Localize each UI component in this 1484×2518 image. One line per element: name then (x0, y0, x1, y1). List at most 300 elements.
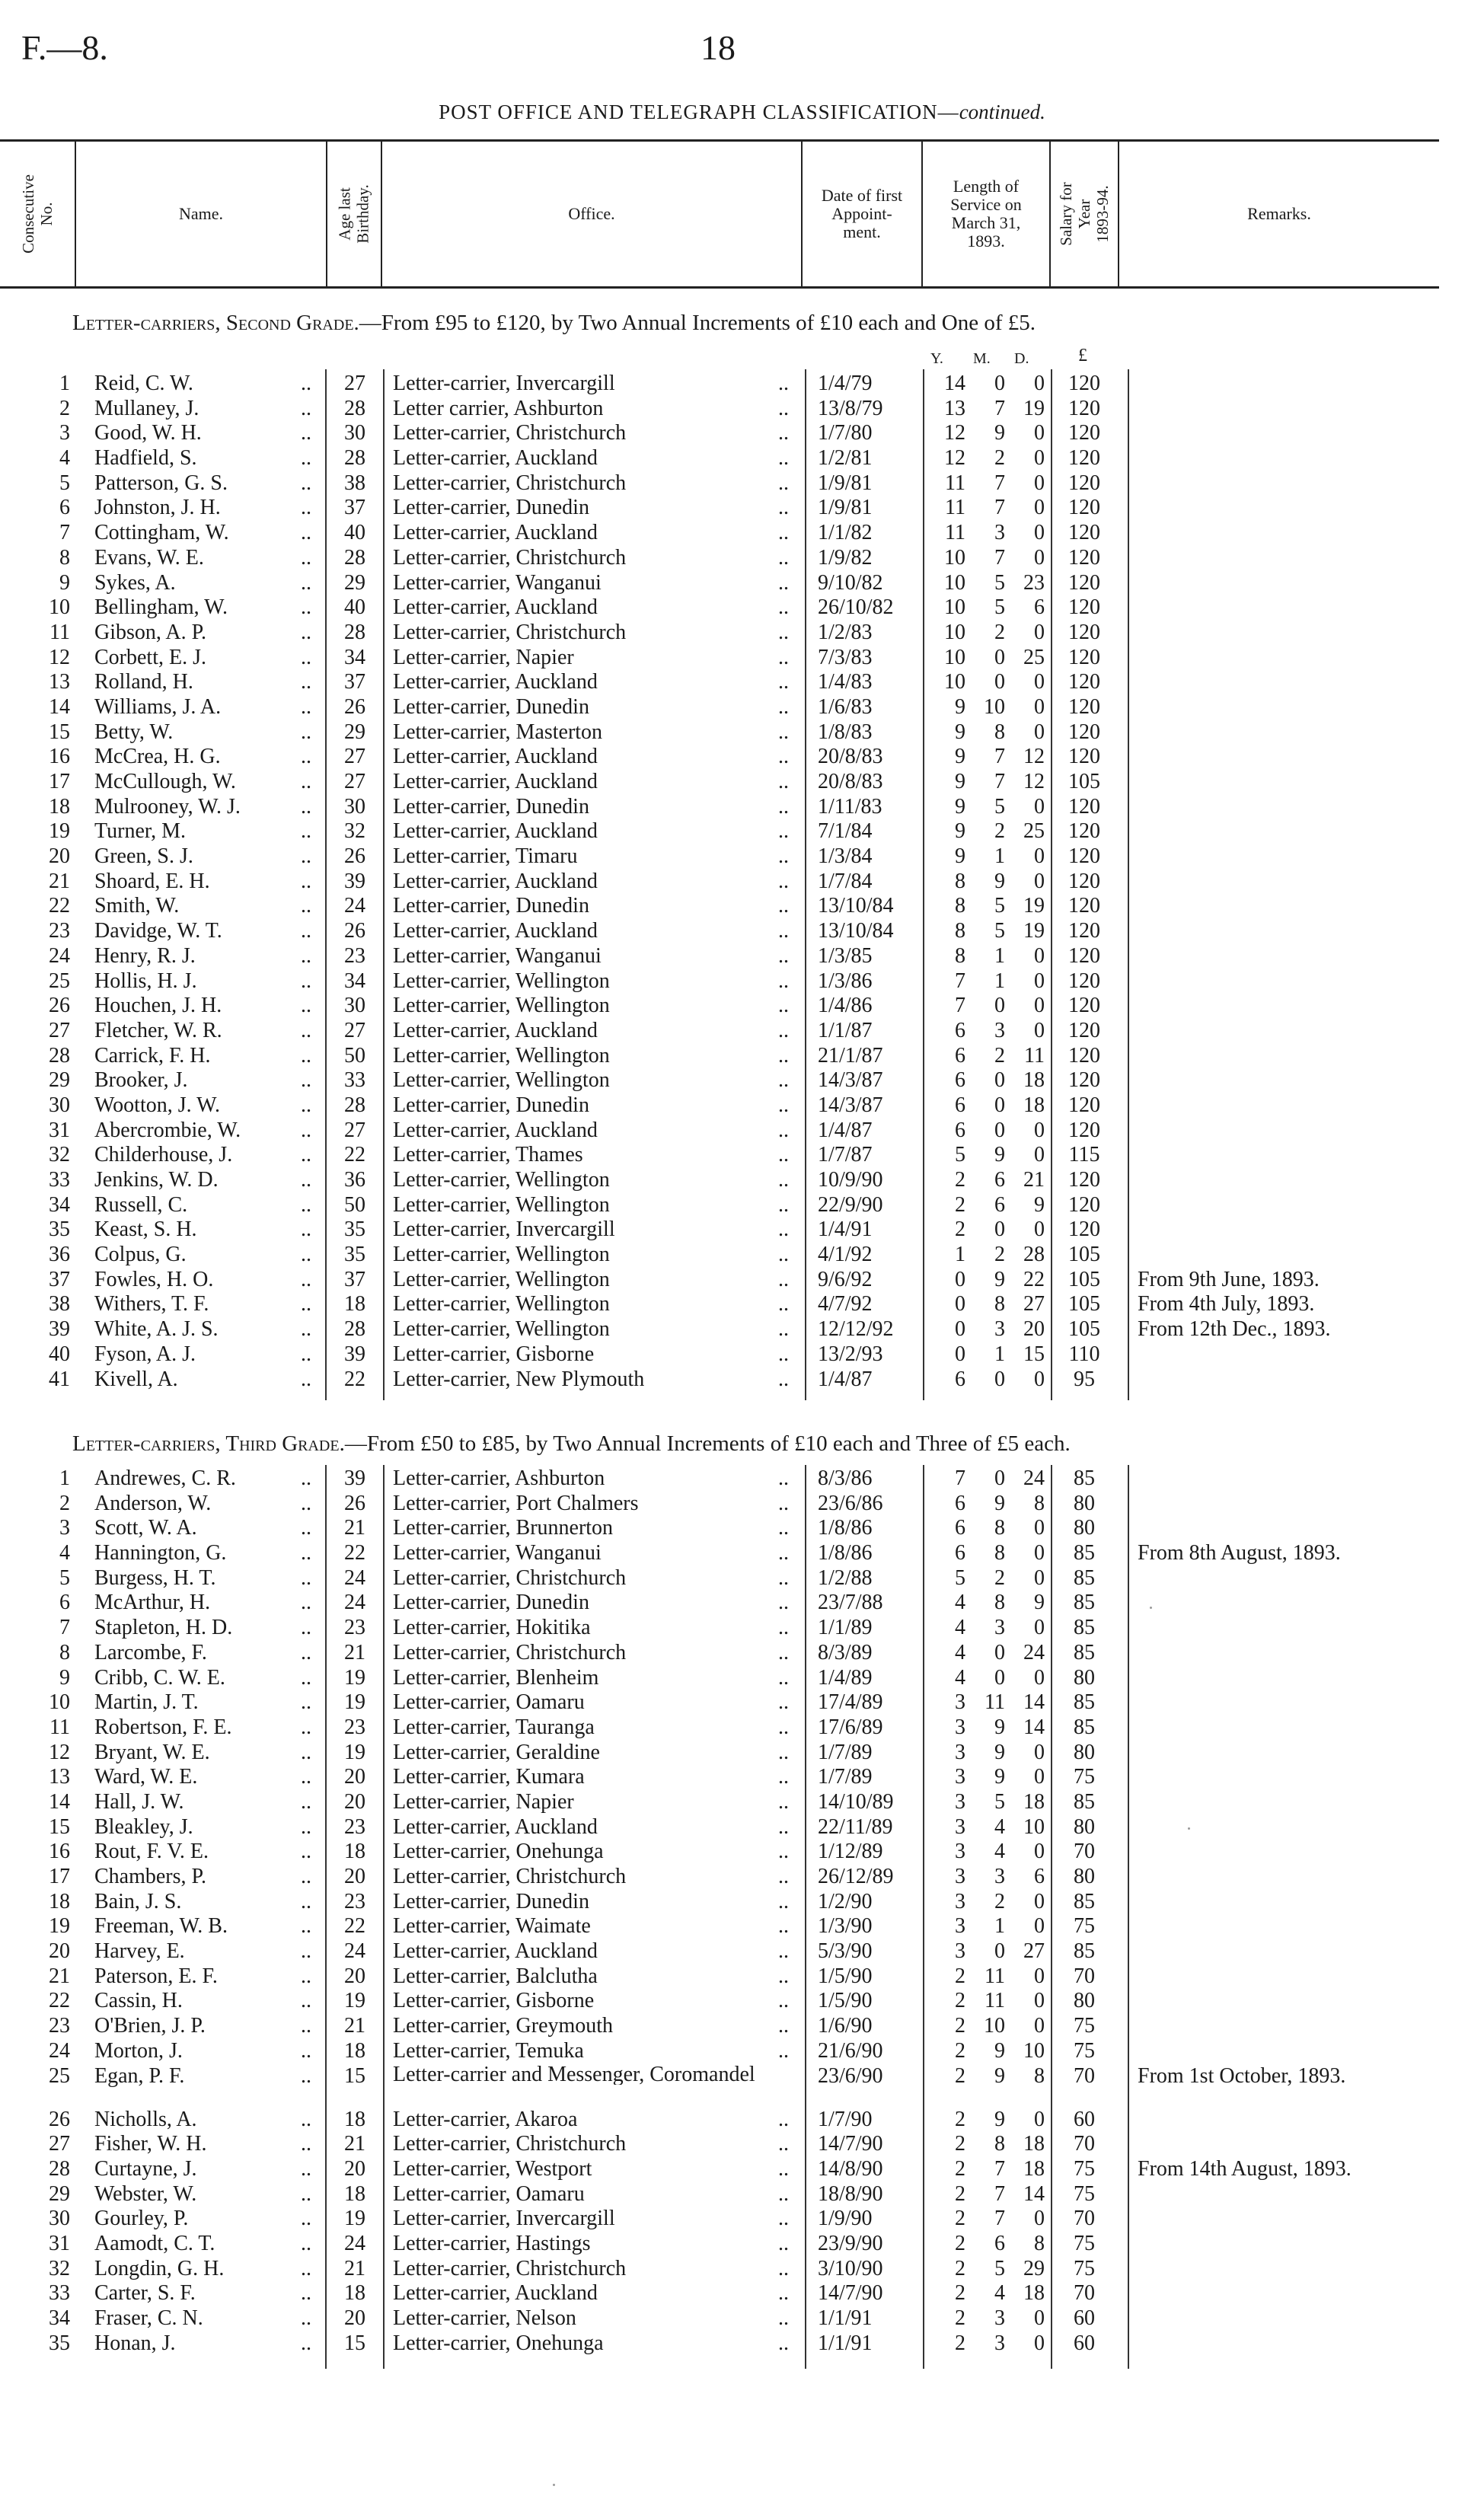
service-months-cell: 7 (994, 396, 1005, 420)
leader-dots: .. (778, 1964, 789, 1988)
leader-dots: .. (301, 2156, 311, 2181)
row-number: 3 (59, 1516, 70, 1540)
section-title-caps: Letter-carriers, Third Grade. (72, 1431, 345, 1456)
age-cell: 19 (344, 1665, 365, 1690)
leader-dots: .. (778, 1840, 789, 1864)
age-cell: 24 (344, 1939, 365, 1964)
service-months-cell: 9 (994, 1715, 1005, 1739)
salary-cell: 120 (1068, 421, 1100, 445)
service-months-cell: 2 (994, 1565, 1005, 1590)
service-days-cell: 18 (1023, 1789, 1045, 1814)
age-cell: 28 (344, 620, 365, 644)
appointment-date-cell: 1/2/90 (818, 1889, 873, 1913)
table-row (0, 894, 1484, 919)
service-days-cell: 28 (1023, 1243, 1045, 1267)
appointment-date-cell: 14/3/87 (818, 1093, 883, 1117)
row-number: 23 (49, 2014, 70, 2038)
service-days-cell: 0 (1034, 969, 1045, 993)
appointment-date-cell: 4/7/92 (818, 1292, 873, 1316)
row-number: 26 (49, 2107, 70, 2131)
leader-dots: .. (778, 1715, 789, 1739)
leader-dots: .. (778, 1267, 789, 1291)
service-days-cell: 10 (1023, 1814, 1045, 1839)
service-years-cell: 4 (955, 1665, 965, 1690)
office-cell: Letter-carrier, Dunedin .. (393, 496, 789, 520)
service-years-cell: 2 (955, 2038, 965, 2063)
service-months-cell: 3 (994, 1616, 1005, 1640)
service-days-cell: 25 (1023, 645, 1045, 669)
service-months-cell: 2 (994, 1889, 1005, 1913)
age-cell: 18 (344, 2107, 365, 2131)
appointment-date-cell: 14/7/90 (818, 2281, 883, 2306)
leader-dots: .. (778, 421, 789, 445)
remarks-cell: From 14th August, 1893. (1138, 2156, 1352, 2181)
name-cell: Brooker, J. .. (94, 1068, 311, 1093)
row-number: 8 (59, 1640, 70, 1664)
service-months-cell: 1 (994, 969, 1005, 993)
service-years-cell: 9 (955, 770, 965, 793)
service-years-cell: 4 (955, 1591, 965, 1615)
service-years-cell: 9 (955, 844, 965, 869)
appointment-date-cell: 1/9/81 (818, 471, 873, 495)
service-years-cell: 6 (955, 1541, 965, 1565)
leader-dots: .. (301, 1591, 311, 1615)
table-row (0, 1765, 1484, 1790)
table-row (0, 745, 1484, 770)
row-number: 27 (49, 1018, 70, 1042)
salary-cell: 120 (1068, 745, 1100, 769)
age-cell: 27 (344, 372, 365, 395)
appointment-date-cell: 1/3/90 (818, 1914, 873, 1939)
row-number: 6 (59, 1591, 70, 1615)
name-cell: Morton, J. .. (94, 2038, 311, 2063)
appointment-date-cell: 1/7/90 (818, 2107, 873, 2131)
row-number: 11 (49, 1715, 70, 1739)
service-days-cell: 0 (1034, 471, 1045, 495)
row-number: 30 (49, 2207, 70, 2231)
second-grade-table (0, 372, 1484, 1392)
service-years-cell: 9 (955, 819, 965, 844)
service-years-cell: 2 (955, 2014, 965, 2038)
leader-dots: .. (778, 969, 789, 993)
table-row (0, 1641, 1484, 1666)
office-cell: Letter-carrier, Masterton .. (393, 720, 789, 744)
office-cell: Letter-carrier, Wellington .. (393, 994, 789, 1018)
leader-dots: .. (778, 1814, 789, 1839)
service-days-cell: 0 (1034, 694, 1045, 719)
service-years-cell: 3 (955, 1914, 965, 1939)
service-months-cell: 9 (994, 1267, 1005, 1291)
table-row (0, 2306, 1484, 2331)
service-years-cell: 0 (955, 1342, 965, 1366)
leader-dots: .. (301, 2014, 311, 2038)
office-cell: Letter-carrier, Wellington .. (393, 1068, 789, 1093)
table-row (0, 720, 1484, 745)
row-number: 10 (49, 595, 70, 620)
service-days-cell: 21 (1023, 1168, 1045, 1192)
leader-dots: .. (778, 770, 789, 793)
service-days-cell: 0 (1034, 446, 1045, 471)
leader-dots: .. (301, 1168, 311, 1192)
name-cell: Williams, J. A. .. (94, 694, 311, 719)
service-months-cell: 3 (994, 2306, 1005, 2330)
name-cell: Robertson, F. E. .. (94, 1715, 311, 1739)
office-cell: Letter-carrier, Napier .. (393, 645, 789, 669)
appointment-date-cell: 14/7/90 (818, 2132, 883, 2156)
service-months-cell: 1 (994, 1342, 1005, 1366)
name-cell: Carrick, F. H. .. (94, 1043, 311, 1068)
days-unit-label: D. (1014, 350, 1029, 367)
salary-cell: 110 (1068, 1342, 1100, 1366)
name-cell: Keast, S. H. .. (94, 1218, 311, 1242)
age-cell: 36 (344, 1168, 365, 1192)
header-salary: Salary for Year 1893-94. (1051, 142, 1119, 286)
office-cell: Letter-carrier, Waimate .. (393, 1914, 789, 1939)
name-cell: Burgess, H. T. .. (94, 1565, 311, 1590)
service-months-cell: 7 (994, 745, 1005, 769)
salary-cell: 120 (1068, 471, 1100, 495)
table-row (0, 2157, 1484, 2182)
age-cell: 37 (344, 670, 365, 694)
name-cell: Colpus, G. .. (94, 1243, 311, 1267)
appointment-date-cell: 1/5/90 (818, 1964, 873, 1988)
table-row (0, 1516, 1484, 1541)
service-months-cell: 8 (994, 720, 1005, 744)
leader-dots: .. (778, 2038, 789, 2063)
table-row (0, 1143, 1484, 1168)
service-years-cell: 2 (955, 2107, 965, 2131)
table-row (0, 1168, 1484, 1193)
office-cell: Letter-carrier, Christchurch .. (393, 2132, 789, 2156)
appointment-date-cell: 1/2/88 (818, 1565, 873, 1590)
table-row (0, 1840, 1484, 1865)
service-years-cell: 13 (944, 396, 965, 420)
salary-cell: 80 (1074, 1865, 1095, 1888)
leader-dots: .. (301, 645, 311, 669)
leader-dots: .. (778, 471, 789, 495)
age-cell: 18 (344, 2281, 365, 2306)
name-cell: Johnston, J. H. .. (94, 496, 311, 520)
service-days-cell: 0 (1034, 1964, 1045, 1988)
salary-cell: 70 (1074, 2132, 1095, 2156)
table-row (0, 1616, 1484, 1641)
leader-dots: .. (778, 1865, 789, 1888)
service-years-cell: 6 (955, 1018, 965, 1042)
service-days-cell: 18 (1023, 2281, 1045, 2306)
service-days-cell: 0 (1034, 943, 1045, 968)
row-number: 20 (49, 844, 70, 869)
service-years-cell: 12 (944, 421, 965, 445)
leader-dots: .. (301, 2181, 311, 2206)
header-remarks: Remarks. (1247, 204, 1311, 223)
appointment-date-cell: 22/9/90 (818, 1192, 883, 1217)
salary-cell: 120 (1068, 894, 1100, 918)
appointment-date-cell: 23/6/90 (818, 2063, 883, 2088)
row-number: 27 (49, 2132, 70, 2156)
service-days-cell: 0 (1034, 545, 1045, 570)
office-cell: Letter-carrier, Christchurch .. (393, 545, 789, 570)
office-cell: Letter-carrier, Wellington .. (393, 969, 789, 993)
leader-dots: .. (778, 645, 789, 669)
leader-dots: .. (301, 2231, 311, 2255)
name-cell: Patterson, G. S. .. (94, 471, 311, 495)
appointment-date-cell: 10/9/90 (818, 1168, 883, 1192)
header-age: Age last Birthday. (327, 142, 382, 286)
service-days-cell: 0 (1034, 1665, 1045, 1690)
row-number: 14 (49, 1789, 70, 1814)
table-row (0, 1964, 1484, 1990)
service-years-cell: 6 (955, 1516, 965, 1540)
office-cell: Letter-carrier, Wanganui .. (393, 570, 789, 595)
service-days-cell: 24 (1023, 1466, 1045, 1490)
service-months-cell: 11 (985, 1690, 1005, 1715)
row-number: 22 (49, 1989, 70, 2013)
leader-dots: .. (301, 943, 311, 968)
leader-dots: .. (301, 2256, 311, 2280)
age-cell: 28 (344, 1317, 365, 1342)
office-cell: Letter-carrier, Geraldine .. (393, 1740, 789, 1764)
salary-cell: 120 (1068, 446, 1100, 471)
service-days-cell: 0 (1034, 1889, 1045, 1913)
office-cell: Letter-carrier, Auckland .. (393, 1814, 789, 1839)
service-months-cell: 5 (994, 1789, 1005, 1814)
name-cell: Russell, C. .. (94, 1192, 311, 1217)
service-days-cell: 11 (1024, 1043, 1045, 1068)
table-row (0, 571, 1484, 596)
service-months-cell: 7 (994, 496, 1005, 520)
service-months-cell: 0 (994, 1093, 1005, 1117)
row-number: 37 (49, 1267, 70, 1291)
service-days-cell: 18 (1023, 2156, 1045, 2181)
leader-dots: .. (778, 1640, 789, 1664)
table-row (0, 1989, 1484, 2014)
leader-dots: .. (301, 521, 311, 545)
service-years-cell: 10 (944, 620, 965, 644)
leader-dots: .. (301, 1616, 311, 1640)
office-cell: Letter-carrier, Dunedin .. (393, 1093, 789, 1117)
name-cell: Fisher, W. H. .. (94, 2132, 311, 2156)
table-row (0, 1541, 1484, 1566)
row-number: 12 (49, 1740, 70, 1764)
leader-dots: .. (301, 496, 311, 520)
office-cell: Letter-carrier, Dunedin .. (393, 794, 789, 819)
leader-dots: .. (301, 372, 311, 395)
name-cell: White, A. J. S. .. (94, 1317, 311, 1342)
service-days-cell: 8 (1034, 2231, 1045, 2255)
table-row (0, 1492, 1484, 1517)
name-cell: Henry, R. J. .. (94, 943, 311, 968)
salary-cell: 75 (1074, 2014, 1095, 2038)
service-days-cell: 0 (1034, 496, 1045, 520)
office-cell: Letter-carrier, Auckland .. (393, 819, 789, 844)
table-row (0, 2182, 1484, 2207)
row-number: 41 (49, 1367, 70, 1391)
service-days-cell: 0 (1034, 1914, 1045, 1939)
appointment-date-cell: 23/9/90 (818, 2231, 883, 2255)
leader-dots: .. (778, 1765, 789, 1789)
leader-dots: .. (778, 372, 789, 395)
service-months-cell: 1 (994, 1914, 1005, 1939)
row-number: 5 (59, 471, 70, 495)
office-cell: Letter-carrier, Auckland .. (393, 869, 789, 893)
leader-dots: .. (301, 2063, 311, 2088)
table-row (0, 2132, 1484, 2157)
age-cell: 37 (344, 1267, 365, 1291)
leader-dots: .. (301, 2207, 311, 2231)
table-row (0, 446, 1484, 471)
salary-cell: 75 (1074, 1914, 1095, 1939)
table-row (0, 1243, 1484, 1268)
third-grade-table (0, 1466, 1484, 2356)
leader-dots: .. (778, 2132, 789, 2156)
leader-dots: .. (301, 969, 311, 993)
service-months-cell: 6 (994, 2231, 1005, 2255)
service-days-cell: 10 (1023, 2038, 1045, 2063)
salary-cell: 120 (1068, 670, 1100, 694)
service-months-cell: 9 (994, 2038, 1005, 2063)
service-days-cell: 6 (1034, 595, 1045, 620)
table-row (0, 2281, 1484, 2306)
leader-dots: .. (301, 1491, 311, 1515)
service-months-cell: 9 (994, 2107, 1005, 2131)
name-cell: Chambers, P. .. (94, 1865, 311, 1888)
salary-cell: 120 (1068, 694, 1100, 719)
leader-dots: .. (301, 1939, 311, 1964)
office-cell: Letter-carrier, Napier .. (393, 1789, 789, 1814)
table-row (0, 844, 1484, 870)
age-cell: 20 (344, 1789, 365, 1814)
office-cell: Letter-carrier, Wellington .. (393, 1317, 789, 1342)
row-number: 11 (49, 620, 70, 644)
name-cell: Cassin, H. .. (94, 1989, 311, 2013)
age-cell: 27 (344, 1018, 365, 1042)
service-months-cell: 1 (994, 943, 1005, 968)
service-months-cell: 3 (994, 1865, 1005, 1888)
age-cell: 50 (344, 1192, 365, 1217)
service-days-cell: 19 (1023, 919, 1045, 943)
appointment-date-cell: 20/8/83 (818, 745, 883, 769)
service-years-cell: 12 (944, 446, 965, 471)
service-months-cell: 5 (994, 2256, 1005, 2280)
appointment-date-cell: 7/1/84 (818, 819, 873, 844)
table-row (0, 1019, 1484, 1044)
service-months-cell: 0 (994, 1640, 1005, 1664)
service-months-cell: 0 (994, 1665, 1005, 1690)
leader-dots: .. (778, 1243, 789, 1267)
salary-cell: 120 (1068, 844, 1100, 869)
salary-cell: 105 (1068, 1267, 1100, 1291)
appointment-date-cell: 1/1/82 (818, 521, 873, 545)
leader-dots: .. (301, 1192, 311, 1217)
remarks-cell: From 9th June, 1893. (1138, 1267, 1320, 1291)
office-cell: Letter-carrier, Christchurch .. (393, 1865, 789, 1888)
salary-cell: 70 (1074, 2063, 1095, 2088)
service-years-cell: 2 (955, 2132, 965, 2156)
leader-dots: .. (778, 1218, 789, 1242)
appointment-date-cell: 1/9/81 (818, 496, 873, 520)
leader-dots: .. (778, 1616, 789, 1640)
office-cell: Letter-carrier, Gisborne .. (393, 1989, 789, 2013)
service-days-cell: 0 (1034, 1616, 1045, 1640)
row-number: 35 (49, 2331, 70, 2355)
name-cell: McCullough, W. .. (94, 770, 311, 793)
appointment-date-cell: 1/1/91 (818, 2306, 873, 2330)
service-years-cell: 3 (955, 1789, 965, 1814)
name-cell: Harvey, E. .. (94, 1939, 311, 1964)
appointment-date-cell: 1/4/87 (818, 1118, 873, 1142)
age-cell: 28 (344, 1093, 365, 1117)
row-number: 7 (59, 1616, 70, 1640)
leader-dots: .. (301, 2331, 311, 2355)
office-cell: Letter-carrier, Akaroa .. (393, 2107, 789, 2131)
leader-dots: .. (778, 1367, 789, 1391)
name-cell: Andrewes, C. R. .. (94, 1466, 311, 1490)
service-years-cell: 3 (955, 1889, 965, 1913)
office-cell: Letter-carrier, Wanganui .. (393, 1541, 789, 1565)
months-unit-label: M. (973, 350, 991, 367)
appointment-date-cell: 9/10/82 (818, 570, 883, 595)
appointment-date-cell: 1/4/83 (818, 670, 873, 694)
appointment-date-cell: 20/8/83 (818, 770, 883, 793)
age-cell: 22 (344, 1367, 365, 1391)
office-cell: Letter-carrier, Christchurch .. (393, 620, 789, 644)
row-number: 2 (59, 1491, 70, 1515)
leader-dots: .. (778, 570, 789, 595)
service-days-cell: 0 (1034, 2107, 1045, 2131)
table-row (0, 1865, 1484, 1890)
table-row (0, 471, 1484, 496)
service-days-cell: 0 (1034, 869, 1045, 893)
name-cell: Aamodt, C. T. .. (94, 2231, 311, 2255)
service-days-cell: 18 (1023, 1068, 1045, 1093)
office-cell: Letter-carrier, Auckland .. (393, 521, 789, 545)
name-cell: Fowles, H. O. .. (94, 1267, 311, 1291)
service-years-cell: 3 (955, 1814, 965, 1839)
age-cell: 27 (344, 745, 365, 769)
name-cell: McArthur, H. .. (94, 1591, 311, 1615)
row-number: 9 (59, 1665, 70, 1690)
name-cell: Shoard, E. H. .. (94, 869, 311, 893)
office-cell: Letter-carrier, Onehunga .. (393, 1840, 789, 1864)
service-days-cell: 0 (1034, 994, 1045, 1018)
salary-cell: 105 (1068, 1317, 1100, 1342)
appointment-date-cell: 4/1/92 (818, 1243, 873, 1267)
age-cell: 20 (344, 1865, 365, 1888)
salary-cell: 105 (1068, 1292, 1100, 1316)
appointment-date-cell: 1/1/89 (818, 1616, 873, 1640)
office-cell: Letter-carrier, Christchurch .. (393, 421, 789, 445)
age-cell: 24 (344, 2231, 365, 2255)
age-cell: 21 (344, 2256, 365, 2280)
leader-dots: .. (301, 1865, 311, 1888)
office-cell: Letter carrier, Ashburton .. (393, 396, 789, 420)
office-cell: Letter-carrier, Westport .. (393, 2156, 789, 2181)
name-cell: Freeman, W. B. .. (94, 1914, 311, 1939)
leader-dots: .. (301, 670, 311, 694)
age-cell: 28 (344, 446, 365, 471)
age-cell: 35 (344, 1243, 365, 1267)
service-months-cell: 9 (994, 1765, 1005, 1789)
row-number: 6 (59, 496, 70, 520)
service-months-cell: 4 (994, 1814, 1005, 1839)
appointment-date-cell: 13/8/79 (818, 396, 883, 420)
name-cell: Turner, M. .. (94, 819, 311, 844)
leader-dots: .. (301, 1367, 311, 1391)
service-years-cell: 2 (955, 2207, 965, 2231)
row-number: 10 (49, 1690, 70, 1715)
salary-cell: 120 (1068, 496, 1100, 520)
leader-dots: .. (301, 1840, 311, 1864)
